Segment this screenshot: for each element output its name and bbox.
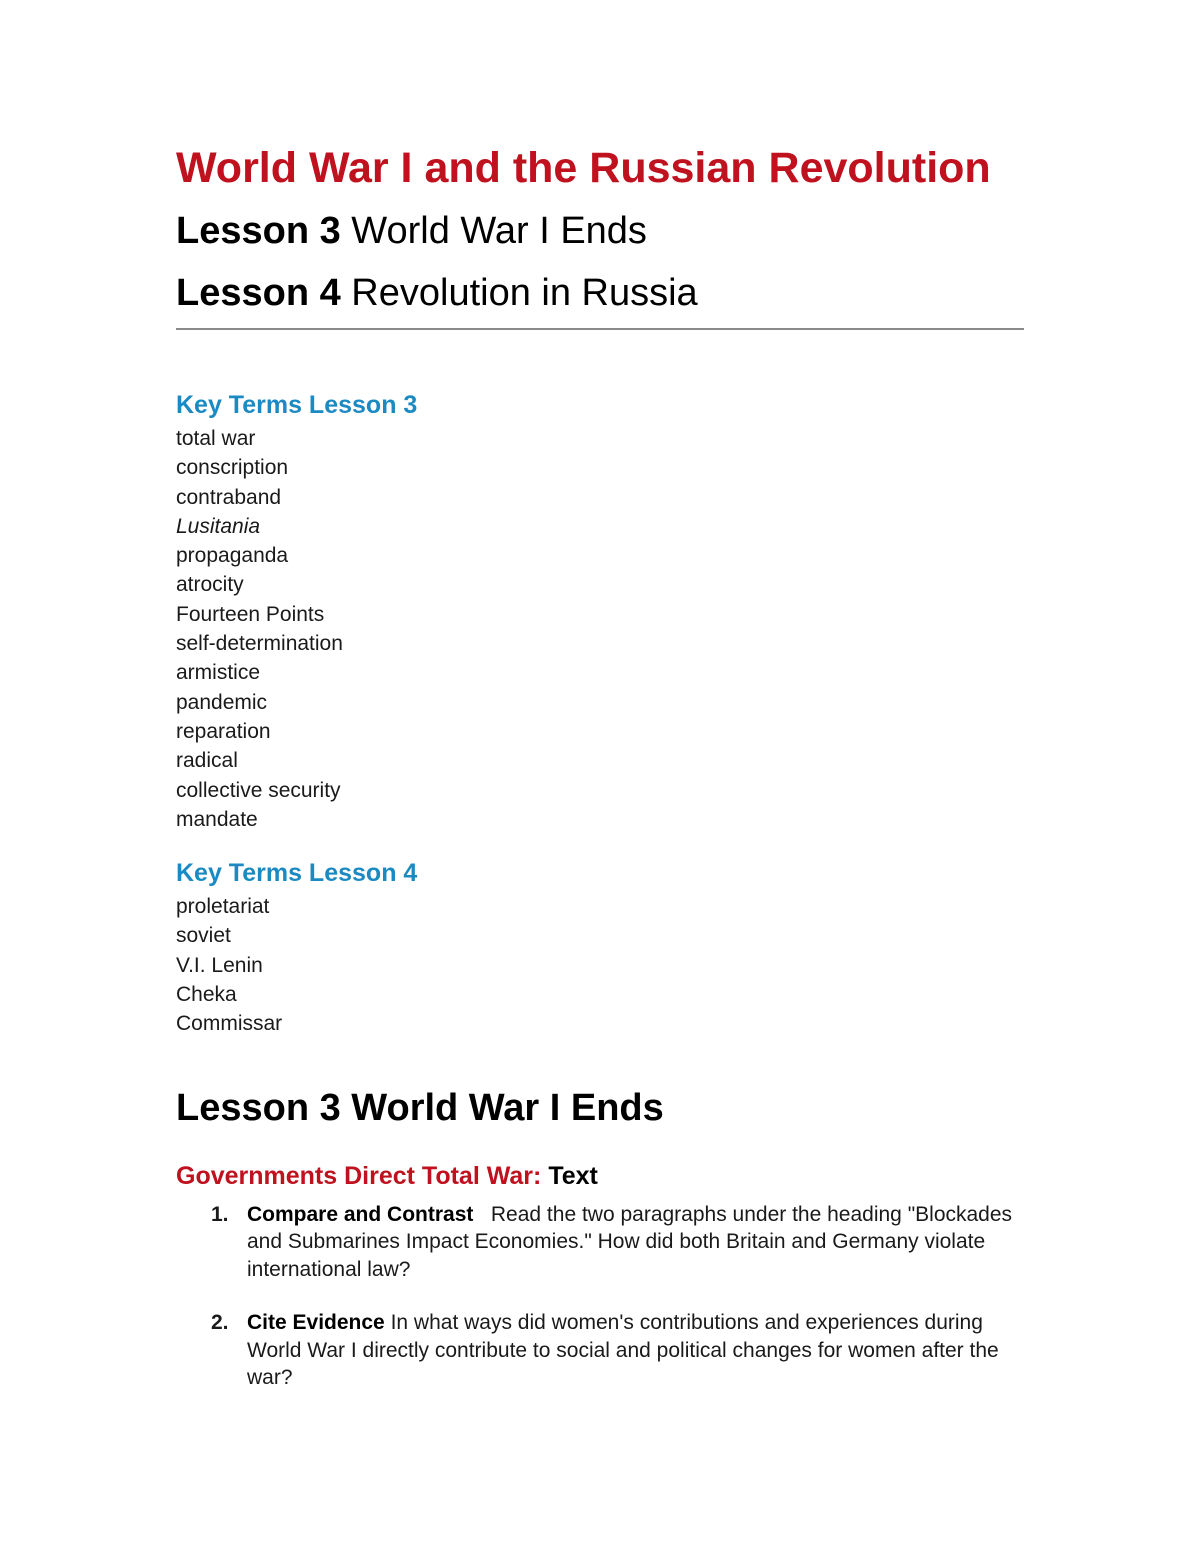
term-item: pandemic	[176, 690, 268, 714]
sub-heading-topic: Governments Direct Total War:	[176, 1161, 542, 1190]
section-lesson-name: World War I Ends	[351, 1086, 664, 1129]
sub-heading-type: Text	[548, 1161, 598, 1190]
question-label: Cite Evidence	[247, 1311, 385, 1335]
term-item: proletariat	[176, 895, 270, 919]
key-terms-lesson-3-heading: Key Terms Lesson 3	[176, 391, 418, 419]
key-terms-lesson-4-heading: Key Terms Lesson 4	[176, 859, 418, 888]
question-list	[176, 1201, 1024, 1392]
question-item	[176, 1309, 1024, 1392]
lesson-3-header	[176, 200, 1024, 262]
term-item: conscription	[176, 456, 289, 480]
term-item: propaganda	[176, 544, 289, 568]
key-terms-lesson-4-list	[176, 892, 1024, 1038]
term-item: Fourteen Points	[176, 602, 325, 626]
term-item: reparation	[176, 719, 271, 743]
term-item: contraband	[176, 485, 282, 509]
document-title: World War I and the Russian Revolution	[176, 144, 991, 192]
term-item: atrocity	[176, 573, 244, 597]
term-item: soviet	[176, 924, 231, 948]
key-terms-lesson-3-list	[176, 424, 1024, 834]
question-text: In what ways did women's contributions and experiences during World War I directly contribute to social and political changes for women after the war?	[247, 1311, 999, 1390]
term-item: mandate	[176, 807, 258, 831]
question-text: Read the two paragraphs under the heading "Blockades and Submarines Impact Economies." How did both Britain and Germany violate international law?	[247, 1202, 1013, 1281]
lesson-3-name: World War I Ends	[351, 210, 647, 252]
term-item: total war	[176, 427, 256, 450]
document-page	[176, 140, 1024, 1392]
question-number: 1.	[211, 1202, 229, 1226]
term-item: Commissar	[176, 1012, 283, 1036]
question-number: 2.	[211, 1311, 229, 1335]
sub-heading	[176, 1159, 1024, 1193]
lesson-4-label: Lesson 4	[176, 272, 341, 314]
term-item: Lusitania	[176, 514, 261, 538]
term-item: Cheka	[176, 983, 237, 1007]
section-lesson-label: Lesson 3	[176, 1086, 341, 1129]
section-title	[176, 1083, 1024, 1133]
term-item: armistice	[176, 661, 261, 685]
lesson-3-label: Lesson 3	[176, 210, 341, 252]
question-item	[176, 1201, 1024, 1284]
lesson-4-name: Revolution in Russia	[351, 272, 698, 314]
term-item: self-determination	[176, 632, 343, 656]
question-label: Compare and Contrast	[247, 1202, 474, 1226]
lesson-4-header	[176, 262, 1024, 324]
term-item: radical	[176, 749, 238, 773]
term-item: V.I. Lenin	[176, 953, 263, 977]
header-divider	[176, 328, 1024, 330]
term-item: collective security	[176, 778, 341, 802]
